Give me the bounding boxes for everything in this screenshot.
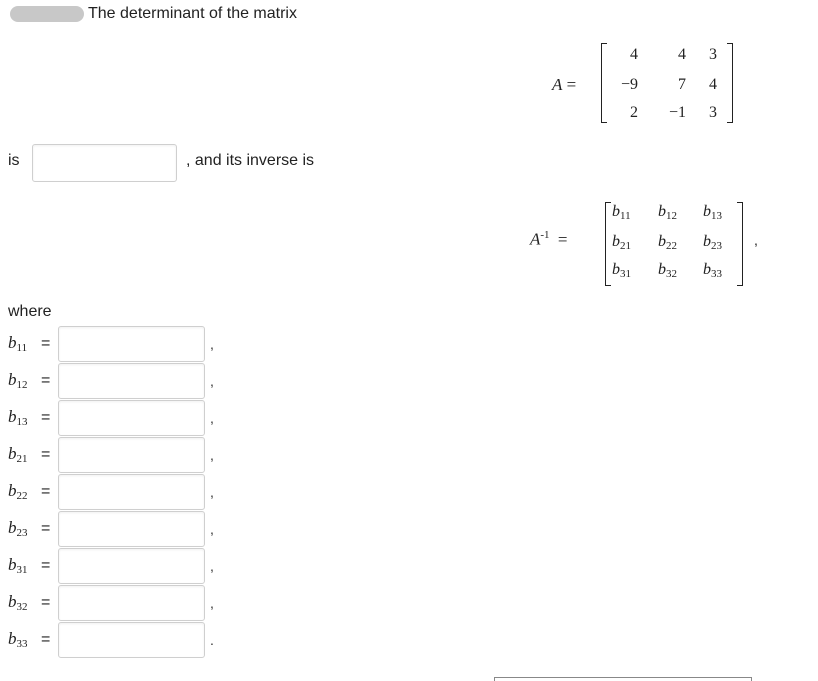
inverse-cell-b23: $b_{23}$ (703, 233, 722, 252)
is-label: is (8, 152, 20, 169)
inverse-cell-b31: $b_{31}$ (612, 261, 631, 280)
question-intro: The determinant of the matrix (88, 5, 297, 22)
answer-end-punct: , (210, 410, 214, 426)
answer-end-punct: , (210, 558, 214, 574)
matrix-a-cell-r3c3: 3 (709, 104, 717, 121)
matrix-a-cell-r1c1: 4 (630, 46, 638, 63)
answer-equals: = (41, 557, 51, 574)
answer-label-b22: $b_{22}$ (8, 481, 28, 502)
answer-input-b33[interactable] (58, 622, 205, 658)
matrix-a-cell-r1c2: 4 (678, 46, 686, 63)
answer-input-b31[interactable] (58, 548, 205, 584)
matrix-a-right-bracket (727, 43, 733, 123)
inverse-cell-b32: $b_{32}$ (658, 261, 677, 280)
inverse-text: , and its inverse is (186, 152, 315, 169)
answer-end-punct: , (210, 595, 214, 611)
answer-equals: = (41, 446, 51, 463)
answer-end-punct: . (210, 632, 214, 648)
matrix-a-cell-r2c3: 4 (709, 76, 717, 93)
answer-label-b23: $b_{23}$ (8, 518, 28, 539)
answer-label-b31: $b_{31}$ (8, 555, 28, 576)
answer-equals: = (41, 372, 51, 389)
answer-label-b11: $b_{11}$ (8, 333, 28, 354)
matrix-a-cell-r2c1: −9 (620, 76, 638, 93)
matrix-a-left-bracket (601, 43, 607, 123)
answer-input-b11[interactable] (58, 326, 205, 362)
inverse-cell-b13: $b_{13}$ (703, 203, 722, 222)
answer-equals: = (41, 483, 51, 500)
where-label: where (8, 303, 52, 320)
inverse-right-bracket (737, 202, 743, 286)
answer-label-b12: $b_{12}$ (8, 370, 28, 391)
answer-label-b21: $b_{21}$ (8, 444, 28, 465)
answer-end-punct: , (210, 373, 214, 389)
answer-end-punct: , (210, 336, 214, 352)
answer-equals: = (41, 335, 51, 352)
answer-input-b21[interactable] (58, 437, 205, 473)
answer-input-b23[interactable] (58, 511, 205, 547)
redacted-question-number (10, 6, 84, 22)
matrix-a-cell-r3c2: −1 (668, 104, 686, 121)
answer-input-b22[interactable] (58, 474, 205, 510)
inverse-cell-b11: $b_{11}$ (612, 203, 631, 222)
answer-input-b13[interactable] (58, 400, 205, 436)
answer-label-b32: $b_{32}$ (8, 592, 28, 613)
answer-equals: = (41, 594, 51, 611)
inverse-cell-b22: $b_{22}$ (658, 233, 677, 252)
answer-end-punct: , (210, 484, 214, 500)
answer-label-b33: $b_{33}$ (8, 629, 28, 650)
inverse-label: $A^{-1}$ = (530, 229, 568, 249)
answer-equals: = (41, 409, 51, 426)
matrix-a-cell-r2c2: 7 (678, 76, 686, 93)
matrix-a-cell-r1c3: 3 (709, 46, 717, 63)
inverse-trailing-comma: , (754, 232, 758, 248)
inverse-cell-b33: $b_{33}$ (703, 261, 722, 280)
matrix-a-label: A = (552, 75, 577, 94)
inverse-cell-b21: $b_{21}$ (612, 233, 631, 252)
answer-end-punct: , (210, 447, 214, 463)
answer-equals: = (41, 520, 51, 537)
answer-label-b13: $b_{13}$ (8, 407, 28, 428)
inverse-cell-b12: $b_{12}$ (658, 203, 677, 222)
answer-input-b12[interactable] (58, 363, 205, 399)
answer-end-punct: , (210, 521, 214, 537)
answer-input-b32[interactable] (58, 585, 205, 621)
matrix-a-cell-r3c1: 2 (630, 104, 638, 121)
determinant-input[interactable] (32, 144, 177, 182)
inverse-left-bracket (605, 202, 611, 286)
bottom-panel-edge (494, 677, 752, 681)
answer-equals: = (41, 631, 51, 648)
